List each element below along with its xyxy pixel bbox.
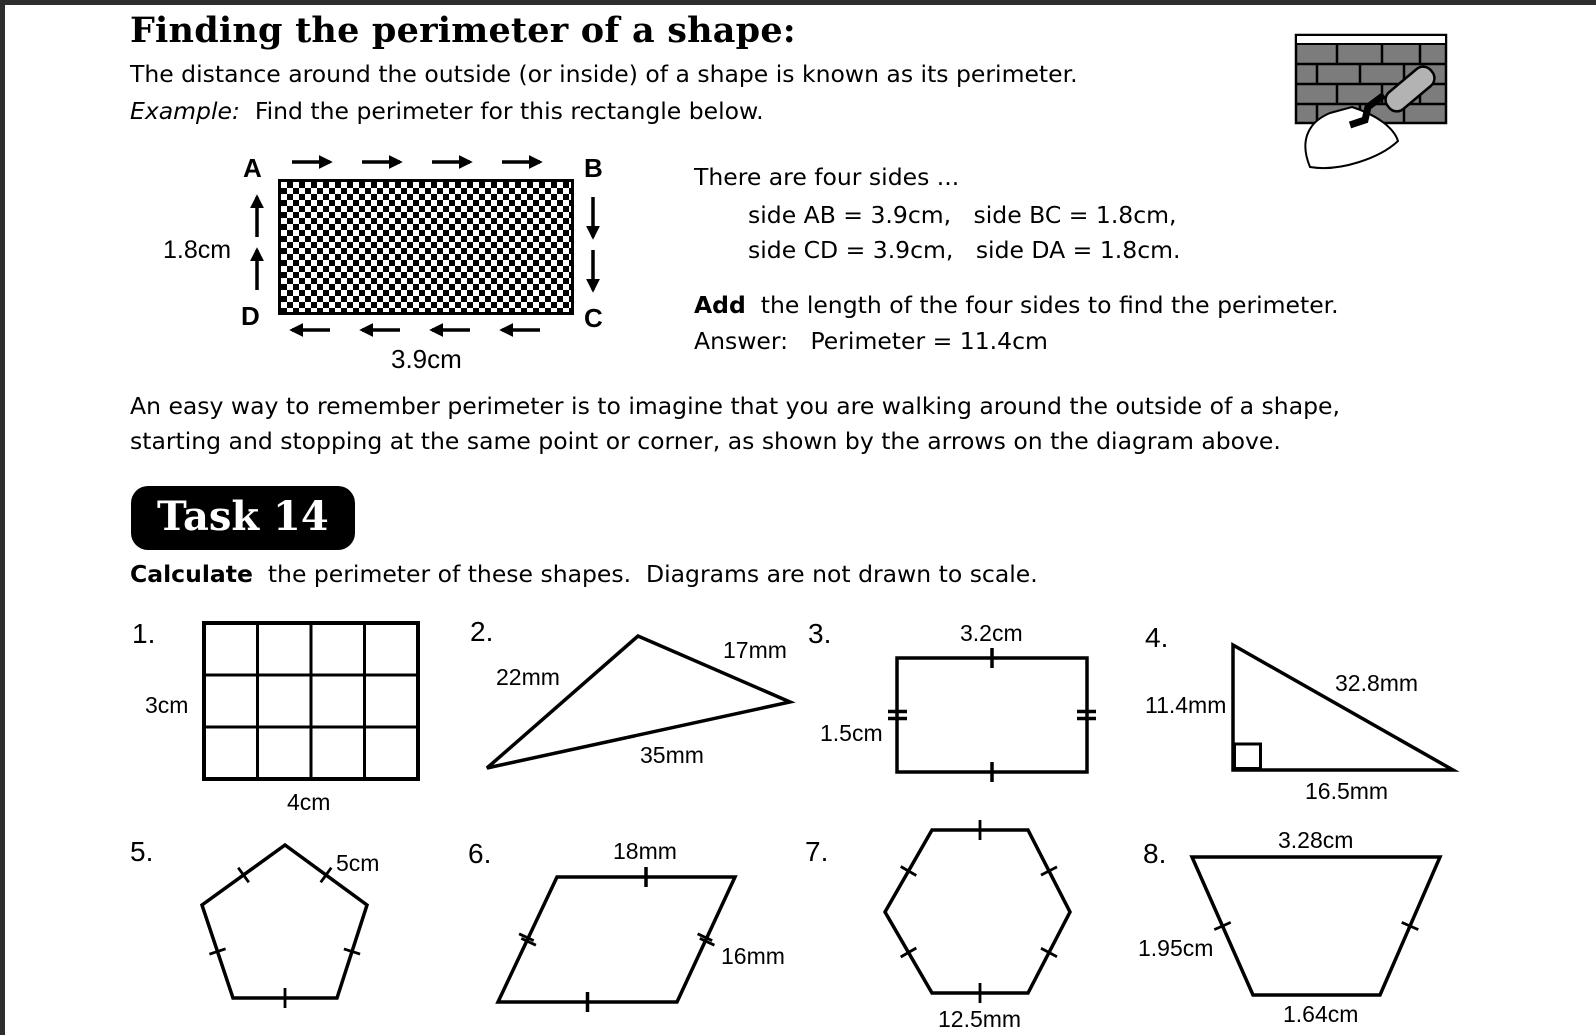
- example-height-label: 1.8cm: [163, 236, 232, 264]
- explain-add-line: Add the length of the four sides to find the perimeter.: [694, 291, 1339, 319]
- problem-5-number: 5.: [130, 836, 154, 867]
- problem-5-side-label: 5cm: [336, 850, 380, 876]
- problem-6-right-label: 16mm: [721, 943, 785, 969]
- problem-6-parallelogram-shape: [488, 860, 748, 1012]
- problem-4-hypotenuse-label: 32.8mm: [1335, 670, 1419, 696]
- example-label: Example:: [130, 97, 240, 125]
- problem-8-number: 8.: [1143, 838, 1167, 869]
- intro-text: The distance around the outside (or inside) of a shape is known as its perimeter.: [130, 60, 1078, 88]
- problem-1-rectangle-grid-shape: [200, 619, 422, 783]
- problem-3-number: 3.: [808, 618, 832, 649]
- problem-4-right-triangle-shape: [1225, 637, 1465, 782]
- corner-label-b: B: [584, 153, 603, 183]
- task-instruction: Calculate the perimeter of these shapes. Diagrams are not drawn to scale.: [130, 560, 1038, 588]
- example-width-label: 3.9cm: [391, 344, 462, 374]
- problem-7-number: 7.: [805, 836, 829, 867]
- example-caption: Example: Find the perimeter for this rectangle below.: [130, 97, 764, 125]
- problem-2-bottom-label: 35mm: [640, 742, 704, 768]
- explain-sides-1: side AB = 3.9cm, side BC = 1.8cm,: [748, 201, 1177, 229]
- perimeter-direction-arrows: [235, 145, 615, 355]
- problem-8-trapezium-shape: [1185, 850, 1450, 1005]
- explain-line-1: There are four sides ...: [694, 163, 960, 191]
- problem-7-bottom-label: 12.5mm: [938, 1006, 1022, 1032]
- problem-6-number: 6.: [468, 838, 492, 869]
- task-badge: Task 14: [131, 486, 355, 550]
- problem-6-top-label: 18mm: [613, 838, 677, 864]
- problem-2-right-label: 17mm: [723, 637, 787, 663]
- problem-3-left-label: 1.5cm: [820, 720, 883, 746]
- problem-8-bottom-label: 1.64cm: [1283, 1001, 1359, 1027]
- explain-answer-line: Answer: Perimeter = 11.4cm: [694, 327, 1048, 355]
- problem-1-bottom-label: 4cm: [287, 789, 331, 815]
- reminder-line-2: starting and stopping at the same point or corner, as shown by the arrows on the diagram above.: [130, 427, 1281, 455]
- problem-2-left-label: 22mm: [496, 664, 560, 690]
- corner-label-a: A: [243, 153, 262, 183]
- problem-1-number: 1.: [132, 618, 156, 649]
- brick-wall-trowel-illustration: [1272, 25, 1462, 175]
- problem-8-top-label: 3.28cm: [1278, 827, 1354, 853]
- page-border-left: [0, 0, 5, 1035]
- page-border-top: [0, 0, 1596, 5]
- corner-label-c: C: [584, 303, 603, 333]
- right-angle-marker: [1235, 744, 1261, 769]
- problem-1-left-label: 3cm: [145, 692, 189, 718]
- problem-3-top-label: 3.2cm: [960, 620, 1023, 646]
- page-title: Finding the perimeter of a shape:: [130, 10, 796, 51]
- problem-3-rectangle-shape: [888, 645, 1096, 785]
- problem-4-bottom-label: 16.5mm: [1305, 778, 1389, 804]
- problem-7-hexagon-shape: [878, 820, 1078, 1006]
- explain-sides-2: side CD = 3.9cm, side DA = 1.8cm.: [748, 236, 1181, 264]
- problem-8-left-label: 1.95cm: [1138, 935, 1214, 961]
- problem-4-number: 4.: [1145, 622, 1169, 653]
- problem-2-number: 2.: [470, 616, 494, 647]
- problem-4-left-label: 11.4mm: [1145, 692, 1227, 718]
- reminder-line-1: An easy way to remember perimeter is to imagine that you are walking around the outside of a shape,: [130, 392, 1340, 420]
- corner-label-d: D: [241, 301, 260, 331]
